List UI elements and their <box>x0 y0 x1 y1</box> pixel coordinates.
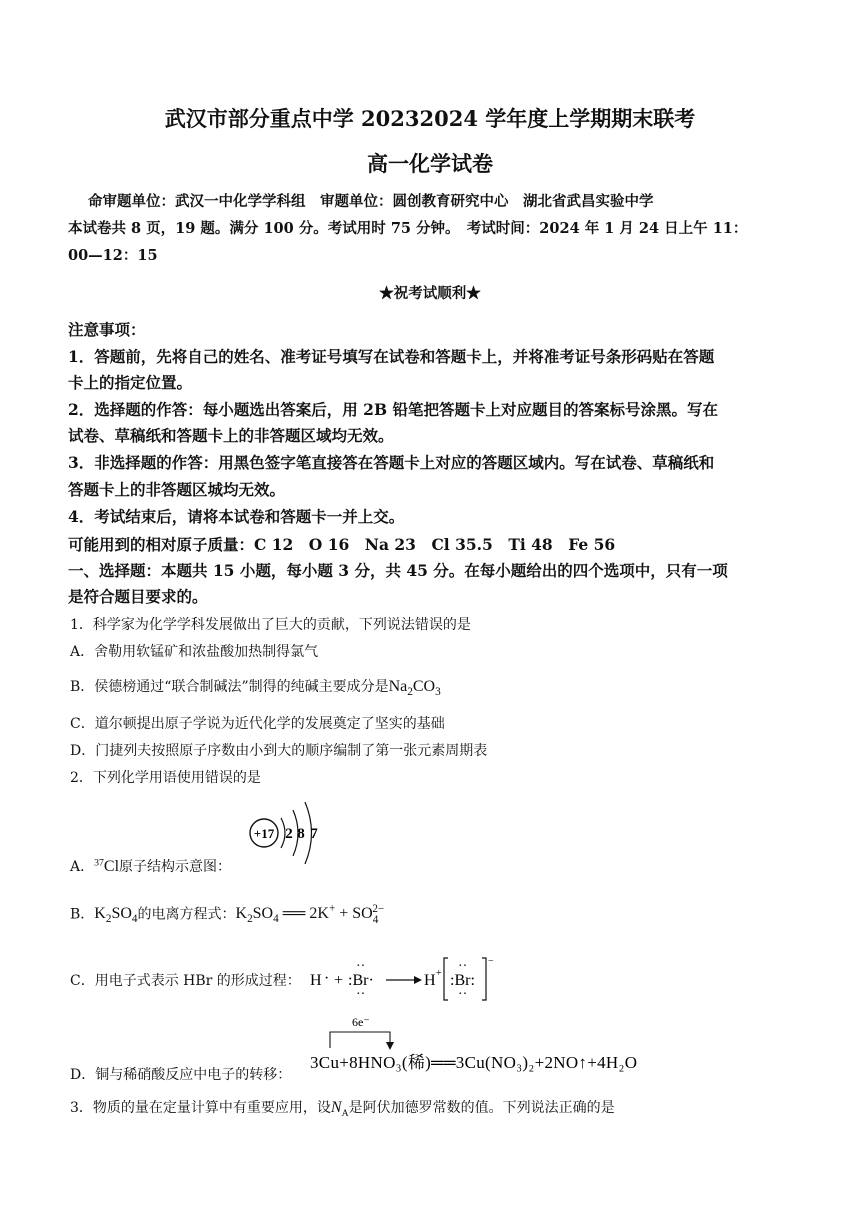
transfer-arrow-head <box>386 1042 394 1050</box>
hbr-plus: + <box>334 972 344 989</box>
q1-option-b <box>70 676 441 698</box>
notice-heading: 注意事项： <box>68 320 146 339</box>
atom-structure-diagram <box>243 796 333 874</box>
hbr-br-atom: :Br· <box>348 972 374 989</box>
q2-option-c <box>70 970 301 990</box>
q2-stem: 2．下列化学用语使用错误的是 <box>70 770 261 786</box>
transfer-bracket <box>330 1032 390 1048</box>
exam-info-line2: 00—12：15 <box>68 247 158 264</box>
formula-k2so4: $K_2SO_4$ <box>94 905 138 926</box>
q2-option-b <box>70 903 384 926</box>
mass-number: 37 <box>94 857 104 869</box>
electron-formula-hbr <box>306 954 496 1004</box>
q2-option-c-text: C．用电子式表示 HBr 的形成过程： <box>70 973 301 989</box>
shell-count-3: 7 <box>310 826 318 842</box>
element-cl: Cl <box>103 858 120 875</box>
q2-option-d-text: D．铜与稀硝酸反应中电子的转移： <box>70 1067 292 1083</box>
section1-heading-a: 一、选择题：本题共 15 小题，每小题 3 分，共 45 分。在每小题给出的四个选项中，只有一项 <box>68 561 728 580</box>
electron-transfer-label: 6e⁻ <box>352 1015 370 1029</box>
ionization-equation: $K_2SO_4$ ══ $2K^+ + SO_4^{2-}$ <box>235 903 385 926</box>
q2-option-a-text: 原子结构示意图： <box>119 859 232 875</box>
q2-option-d <box>70 1064 291 1084</box>
redox-equation: 3Cu+8HNO₃(稀)══3Cu(NO₃)₂+2NO↑+4H₂O <box>310 1053 638 1072</box>
hbr-br-dots-bottom: ·· <box>356 987 366 1002</box>
exam-title: 武汉市部分重点中学 20232024 学年度上学期期末联考 <box>164 106 696 131</box>
hbr-arrow-head <box>414 976 422 984</box>
hbr-product-h: H <box>424 972 436 989</box>
hbr-bracket-right <box>482 958 486 1000</box>
hbr-product-charge-plus: + <box>436 968 442 979</box>
q1-option-b-text: B．侯德榜通过“联合制碱法”制得的纯碱主要成分是 <box>70 679 389 695</box>
q2-option-b-text: 的电离方程式： <box>137 906 236 923</box>
hbr-product-charge-minus: − <box>488 956 494 967</box>
avogadro-symbol: N <box>330 1099 342 1116</box>
shell-count-1: 2 <box>285 826 293 842</box>
hbr-h-electron: · <box>324 970 330 987</box>
notice-item-1a: 1．答题前，先将自己的姓名、准考证号填写在试卷和答题卡上，并将准考证号条形码贴在答题 <box>68 347 715 366</box>
q3-stem-a: 3．物质的量在定量计算中有重要应用，设 <box>70 1100 331 1116</box>
notice-item-2b: 试卷、草稿纸和答题卡上的非答题区域均无效。 <box>68 426 394 445</box>
q2-option-b-label: B． <box>70 906 95 923</box>
q3-stem-b: 是阿伏加德罗常数的值。下列说法正确的是 <box>348 1100 615 1116</box>
q1-option-d: D．门捷列夫按照原子序数由小到大的顺序编制了第一张元素周期表 <box>70 743 488 759</box>
exam-info-line1: 本试卷共 8 页，19 题。满分 100 分。考试用时 75 分钟。 考试时间：2024 年 1 月 24 日上午 11： <box>68 220 748 237</box>
hbr-product-br: :Br: <box>450 972 475 989</box>
q3-stem <box>70 1097 615 1119</box>
hbr-br-dots-top: ·· <box>356 959 366 974</box>
hbr-product-dots-bottom: ·· <box>458 987 468 1002</box>
exam-units: 命审题单位：武汉一中化学学科组 审题单位：圆创教育研究中心 湖北省武昌实验中学 <box>88 193 654 210</box>
electron-transfer-diagram <box>308 1012 728 1078</box>
q1-stem: 1．科学家为化学学科发展做出了巨大的贡献，下列说法错误的是 <box>70 617 471 633</box>
hbr-h-atom: H <box>310 972 322 989</box>
hbr-product-dots-top: ·· <box>458 959 468 974</box>
nucleus-charge: +17 <box>253 826 275 841</box>
notice-item-3a: 3．非选择题的作答：用黑色签字笔直接答在答题卡上对应的答题区域内。写在试卷、草稿纸和 <box>68 453 715 472</box>
notice-item-4: 4．考试结束后，请将本试卷和答题卡一并上交。 <box>68 507 405 526</box>
q1-option-c: C．道尔顿提出原子学说为近代化学的发展奠定了坚实的基础 <box>70 716 445 732</box>
hbr-bracket-left <box>444 958 448 1000</box>
exam-blessing: ★祝考试顺利★ <box>379 285 481 302</box>
q1-option-a: A．舍勒用软锰矿和浓盐酸加热制得氯气 <box>70 644 319 660</box>
section1-heading-b: 是符合题目要求的。 <box>68 587 208 606</box>
formula-na2co3: $Na_2CO_3$ <box>388 678 441 699</box>
avogadro-subscript: A <box>341 1107 349 1119</box>
q2-option-a <box>70 856 231 876</box>
q2-option-a-label: A． <box>70 859 95 875</box>
notice-item-1b: 卡上的指定位置。 <box>68 373 193 392</box>
shell-count-2: 8 <box>297 826 305 842</box>
notice-item-2a: 2．选择题的作答：每小题选出答案后，用 2B 铅笔把答题卡上对应题目的答案标号涂黑。写在 <box>68 400 718 419</box>
exam-subtitle: 高一化学试卷 <box>367 151 493 176</box>
atomic-mass-line: 可能用到的相对原子质量：C 12 O 16 Na 23 Cl 35.5 Ti 48 Fe 56 <box>68 535 616 554</box>
notice-item-3b: 答题卡上的非答题区城均无效。 <box>68 480 286 499</box>
